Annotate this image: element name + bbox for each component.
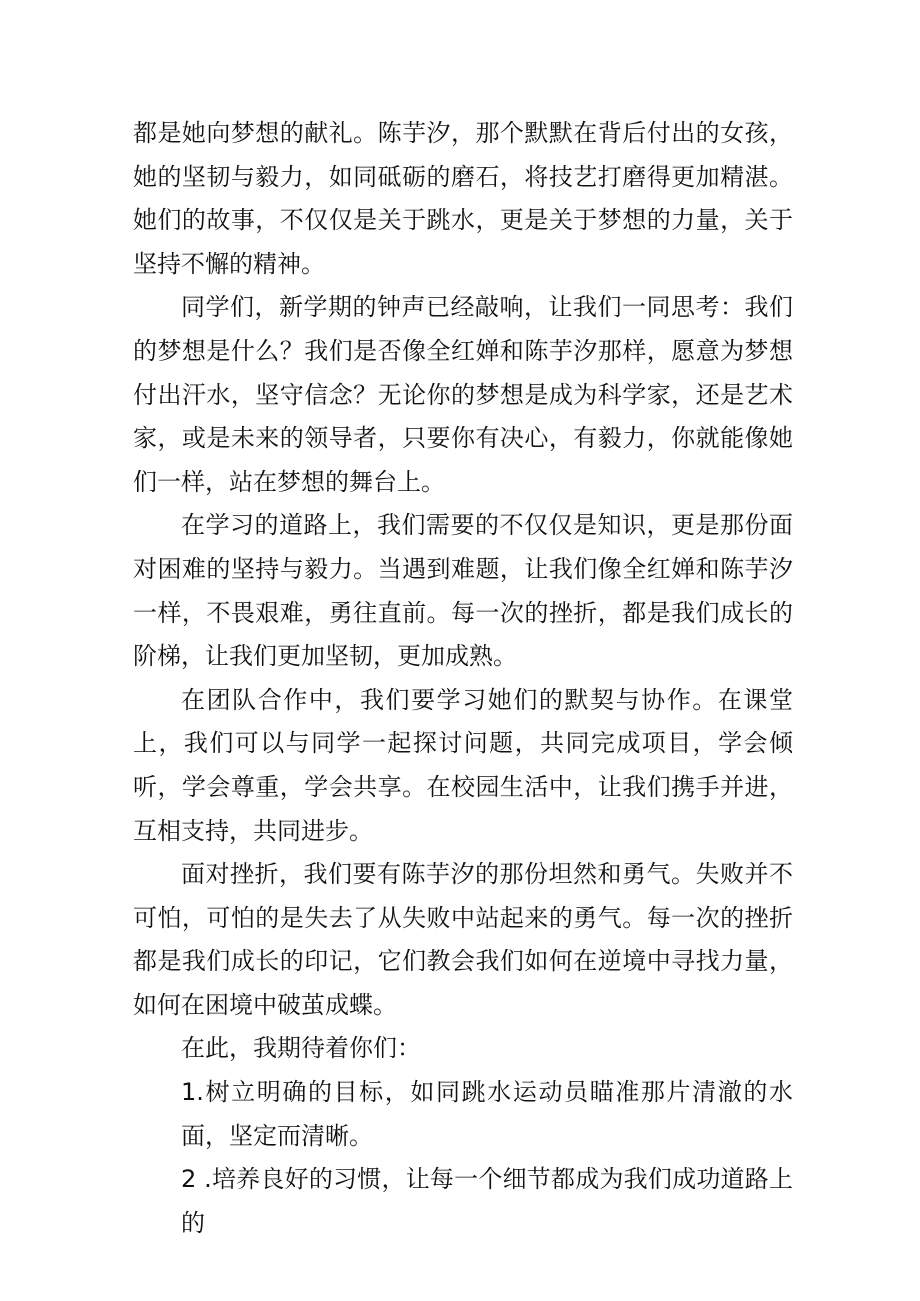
paragraph-students-dream: 同学们，新学期的钟声已经敲响，让我们一同思考：我们的梦想是什么？我们是否像全红婵和陈芋汐那样，愿意为梦想付出汗水，坚守信念？无论你的梦想是成为科学家，还是艺术家，或是未来的领导者，只要你有决心，有毅力，你就能像她们一样，站在梦想的舞台上。	[133, 293, 793, 496]
paragraph-facing-setbacks: 面对挫折，我们要有陈芋汐的那份坦然和勇气。失败并不可怕，可怕的是失去了从失败中站起来的勇气。每一次的挫折都是我们成长的印记，它们教会我们如何在逆境中寻找力量，如何在困境中破茧成蝶。	[133, 860, 793, 1019]
paragraph-continuation: 都是她向梦想的献礼。陈芋汐，那个默默在背后付出的女孩，她的坚韧与毅力，如同砥砺的磨石，将技艺打磨得更加精湛。她们的故事，不仅仅是关于跳水，更是关于梦想的力量，关于坚持不懈的精神。	[133, 119, 793, 278]
document-body	[133, 112, 793, 1245]
paragraph-expectation-intro: 在此，我期待着你们：	[181, 1034, 421, 1063]
paragraph-learning-path: 在学习的道路上，我们需要的不仅仅是知识，更是那份面对困难的坚持与毅力。当遇到难题，让我们像全红婵和陈芋汐一样，不畏艰难，勇往直前。每一次的挫折，都是我们成长的阶梯，让我们更加坚韧，更加成熟。	[133, 511, 793, 671]
paragraph-teamwork: 在团队合作中，我们要学习她们的默契与协作。在课堂上，我们可以与同学一起探讨问题，共同完成项目，学会倾听，学会尊重，学会共享。在校园生活中，让我们携手并进，互相支持，共同进步。	[133, 685, 793, 845]
list-item-goal: 1.树立明确的目标，如同跳水运动员瞄准那片清澈的水面，坚定而清晰。	[181, 1078, 793, 1150]
list-item-habits: 2 .培养良好的习惯，让每一个细节都成为我们成功道路上的	[181, 1165, 793, 1237]
